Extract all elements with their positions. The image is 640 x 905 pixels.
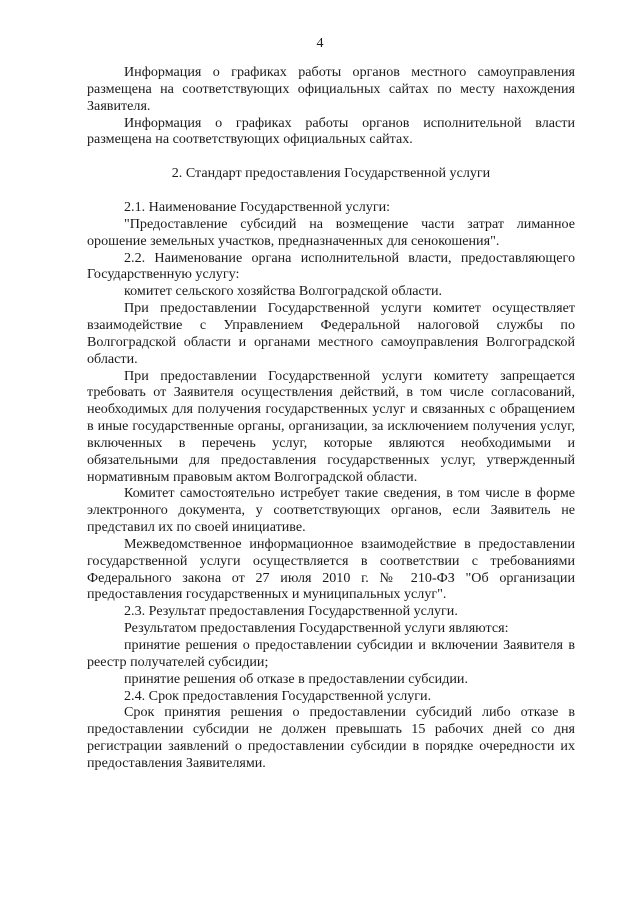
paragraph-result-2: принятие решения об отказе в предоставлении субсидии.: [124, 670, 468, 687]
paragraph-interaction: При предоставлении Государственной услуги комитет осуществляет взаимодействие с Управлением Федеральной налоговой службы по Волгоградской области и органами местного самоуправления Волгоградской области.: [87, 300, 575, 367]
paragraph-self-request: Комитет самостоятельно истребует такие сведения, в том числе в форме электронного документа, у соответствующих органов, если Заявитель не представил их по своей инициативе.: [87, 485, 575, 536]
paragraph-2-2: 2.2. Наименование органа исполнительной власти, предоставляющего Государственную услугу:: [87, 249, 575, 283]
paragraph-2-4: 2.4. Срок предоставления Государственной услуги.: [124, 687, 432, 704]
paragraph-2-3: 2.3. Результат предоставления Государственной услуги.: [124, 603, 458, 620]
paragraph-term: Срок принятия решения о предоставлении субсидий либо отказе в предоставлении субсидии не должен превышать 15 рабочих дней со дня регистрации заявлений о предоставлении субсидии в порядке очередности их предоставления Заявителями.: [87, 704, 575, 771]
paragraph-committee: комитет сельского хозяйства Волгоградской области.: [124, 283, 443, 300]
page-number: 4: [316, 36, 324, 51]
paragraph-result-1: принятие решения о предоставлении субсидии и включении Заявителя в реестр получателей субсидии;: [87, 637, 575, 670]
paragraph-2-1: 2.1. Наименование Государственной услуги:: [124, 199, 391, 216]
paragraph-service-name: "Предоставление субсидий на возмещение части затрат лиманное орошение земельных участков, предназначенных для сенокошения".: [87, 215, 575, 249]
paragraph-info-executive: Информация о графиках работы органов исполнительной власти размещена на соответствующих официальных сайтах.: [87, 114, 575, 148]
section-heading: 2. Стандарт предоставления Государственной услуги: [171, 165, 491, 182]
paragraph-result-intro: Результатом предоставления Государственной услуги являются:: [124, 620, 509, 637]
paragraph-info-local: Информация о графиках работы органов местного самоуправления размещена на соответствующих официальных сайтах по месту нахождения Заявителя.: [87, 64, 575, 114]
paragraph-interagency: Межведомственное информационное взаимодействие в предоставлении государственной услуги осуществляется в соответствии с требованиями Федерального закона от 27 июля 2010 г. № 210-ФЗ "Об организации предоставления государственных и муниципальных услуг".: [87, 535, 575, 603]
paragraph-prohibited: При предоставлении Государственной услуги комитету запрещается требовать от Заявителя осуществления действий, в том числе согласований, необходимых для получения государственных услуг и связанных с обращением в иные государственные органы, организации, за исключением получения услуг, включенных в перечень услуг, которые являются необходимыми и обязательными для предоставления государственных услуг, утвержденный нормативным правовым актом Волгоградской области.: [87, 367, 575, 485]
document-body: [87, 64, 575, 772]
